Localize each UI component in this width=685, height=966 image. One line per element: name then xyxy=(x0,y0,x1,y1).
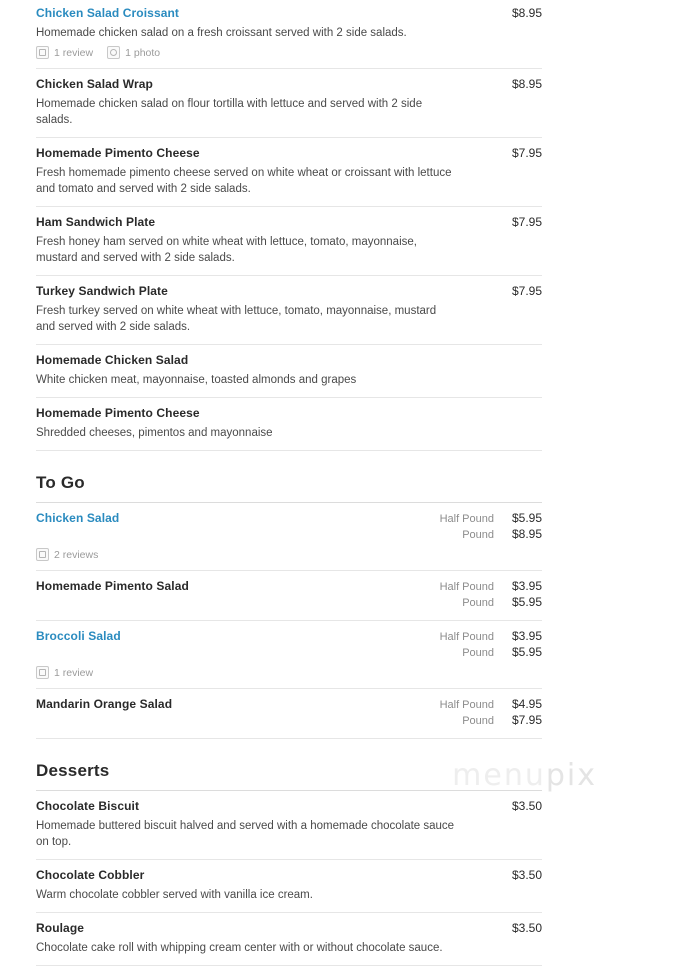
review-count[interactable] xyxy=(36,666,93,679)
meta-label: 1 review xyxy=(54,46,94,59)
menu-item-description: Chocolate cake roll with whipping cream center with or without chocolate sauce. xyxy=(36,942,443,954)
price-value: $8.95 xyxy=(511,6,542,20)
price-row xyxy=(440,579,542,595)
menu-item xyxy=(36,138,542,207)
menu-item-description: Fresh honey ham served on white wheat with lettuce, tomato, mayonnaise, mustard and served with 2 side salads. xyxy=(36,236,417,264)
menu-item xyxy=(36,503,542,571)
menu-item-name: Ham Sandwich Plate xyxy=(36,215,156,229)
menu-item-prices xyxy=(440,697,542,729)
watermark-text-dark: pix xyxy=(545,758,597,793)
menu-item-description: Fresh homemade pimento cheese served on white wheat or croissant with lettuce and tomato and served with 2 side salads. xyxy=(36,167,452,195)
price-value: $4.95 xyxy=(511,697,542,711)
photo-count[interactable] xyxy=(107,46,160,59)
menu-item-header xyxy=(36,353,542,368)
review-count[interactable] xyxy=(36,548,98,561)
menu-item xyxy=(36,345,542,398)
menu-item-prices xyxy=(504,799,542,814)
price-row xyxy=(462,527,542,543)
price-row xyxy=(504,921,542,936)
menu-item-prices xyxy=(504,146,542,161)
review-count[interactable] xyxy=(36,46,93,59)
menu-item-description: Homemade chicken salad on a fresh croissant served with 2 side salads. xyxy=(36,27,407,39)
price-row xyxy=(462,713,542,729)
menu-item-name: Mandarin Orange Salad xyxy=(36,697,173,711)
menu-item-prices xyxy=(504,868,542,883)
menu-item xyxy=(36,913,542,966)
price-value: $3.95 xyxy=(511,629,542,643)
meta-label: 1 photo xyxy=(125,46,161,59)
menu-item-header xyxy=(36,697,542,729)
review-icon xyxy=(36,666,49,679)
menu-item-header xyxy=(36,868,542,883)
price-row xyxy=(504,146,542,161)
menu-item-header xyxy=(36,284,542,299)
menu-item xyxy=(36,398,542,451)
price-value: $3.50 xyxy=(511,921,542,935)
price-row xyxy=(440,511,542,527)
menu-item-description: Homemade chicken salad on flour tortilla with lettuce and served with 2 side salads. xyxy=(36,98,423,126)
price-row xyxy=(440,697,542,713)
menu-item-header xyxy=(36,146,542,161)
menu-item-name: Chocolate Biscuit xyxy=(36,799,140,813)
price-label: Pound xyxy=(462,647,494,659)
menu-item-header xyxy=(36,6,542,21)
menu-item-description: Shredded cheeses, pimentos and mayonnaise xyxy=(36,427,273,439)
section-title-to-go: To Go xyxy=(36,451,542,503)
price-label: Half Pound xyxy=(439,631,494,643)
price-row xyxy=(504,77,542,92)
review-icon xyxy=(36,548,49,561)
menu-item-header xyxy=(36,629,542,661)
menu-item-meta xyxy=(36,548,542,561)
price-row xyxy=(440,629,542,645)
price-value: $8.95 xyxy=(511,527,542,541)
price-label: Half Pound xyxy=(439,699,494,711)
menu-item-name: Homemade Pimento Cheese xyxy=(36,146,200,160)
price-value: $7.95 xyxy=(511,284,542,298)
review-icon xyxy=(36,46,49,59)
menu-item-name: Chocolate Cobbler xyxy=(36,868,145,882)
menu-item-name: Homemade Pimento Cheese xyxy=(36,406,200,420)
price-value: $3.50 xyxy=(511,799,542,813)
photo-icon xyxy=(107,46,120,59)
menu-item-header xyxy=(36,579,542,611)
price-row xyxy=(504,799,542,814)
menu-item-description: Homemade buttered biscuit halved and served with a homemade chocolate sauce on top. xyxy=(36,820,455,848)
menu-item-header xyxy=(36,799,542,814)
menu-item-prices xyxy=(504,921,542,936)
price-value: $8.95 xyxy=(511,77,542,91)
meta-label: 1 review xyxy=(54,666,94,679)
price-row xyxy=(504,868,542,883)
menu-item-prices xyxy=(440,629,542,661)
menu-item-name: Turkey Sandwich Plate xyxy=(36,284,168,298)
price-label: Half Pound xyxy=(439,581,494,593)
price-value: $5.95 xyxy=(511,645,542,659)
menu-item-meta xyxy=(36,666,542,679)
price-label: Pound xyxy=(462,529,494,541)
menu-sections xyxy=(36,0,542,966)
price-row xyxy=(504,215,542,230)
price-row xyxy=(504,6,542,21)
menu-item-prices xyxy=(504,6,542,21)
price-value: $3.95 xyxy=(511,579,542,593)
menu-item-header xyxy=(36,215,542,230)
price-label: Half Pound xyxy=(439,513,494,525)
price-value: $7.95 xyxy=(511,713,542,727)
menu-item xyxy=(36,69,542,138)
menu-item-name: Roulage xyxy=(36,921,85,935)
price-value: $7.95 xyxy=(511,215,542,229)
menu-item xyxy=(36,689,542,739)
menu-item-name[interactable]: Chicken Salad Croissant xyxy=(36,6,180,20)
menu-item-name: Homemade Pimento Salad xyxy=(36,579,189,593)
menu-item xyxy=(36,0,542,69)
menu-item-description: Warm chocolate cobbler served with vanilla ice cream. xyxy=(36,889,313,901)
menu-item-prices xyxy=(504,284,542,299)
price-row xyxy=(462,595,542,611)
menu-item-prices xyxy=(504,77,542,92)
menu-item-header xyxy=(36,406,542,421)
price-label: Pound xyxy=(462,715,494,727)
price-label: Pound xyxy=(462,597,494,609)
price-value: $7.95 xyxy=(511,146,542,160)
menu-item xyxy=(36,791,542,860)
menu-item-name: Chicken Salad Wrap xyxy=(36,77,153,91)
price-row xyxy=(504,284,542,299)
menu-item-header xyxy=(36,511,542,543)
menu-item-meta xyxy=(36,46,542,59)
watermark-text-light: menu xyxy=(452,758,546,793)
menu-item-description: Fresh turkey served on white wheat with lettuce, tomato, mayonnaise, mustard and served with 2 side salads. xyxy=(36,305,437,333)
price-value: $5.95 xyxy=(511,595,542,609)
menu-item xyxy=(36,571,542,621)
menu-item xyxy=(36,276,542,345)
price-value: $5.95 xyxy=(511,511,542,525)
menu-item-name[interactable]: Broccoli Salad xyxy=(36,629,121,643)
menu-item-name: Homemade Chicken Salad xyxy=(36,353,189,367)
menu-item xyxy=(36,207,542,276)
menu-item-prices xyxy=(440,511,542,543)
price-value: $3.50 xyxy=(511,868,542,882)
meta-label: 2 reviews xyxy=(54,548,99,561)
menu-item-description: White chicken meat, mayonnaise, toasted almonds and grapes xyxy=(36,374,357,386)
menu-item-prices xyxy=(504,215,542,230)
menu-item-header xyxy=(36,77,542,92)
menu-item-prices xyxy=(440,579,542,611)
menu-item xyxy=(36,621,542,689)
section-title-desserts: Desserts xyxy=(36,739,542,791)
price-row xyxy=(462,645,542,661)
menu-item-header xyxy=(36,921,542,936)
menu-item-name[interactable]: Chicken Salad xyxy=(36,511,120,525)
menu-item xyxy=(36,860,542,913)
